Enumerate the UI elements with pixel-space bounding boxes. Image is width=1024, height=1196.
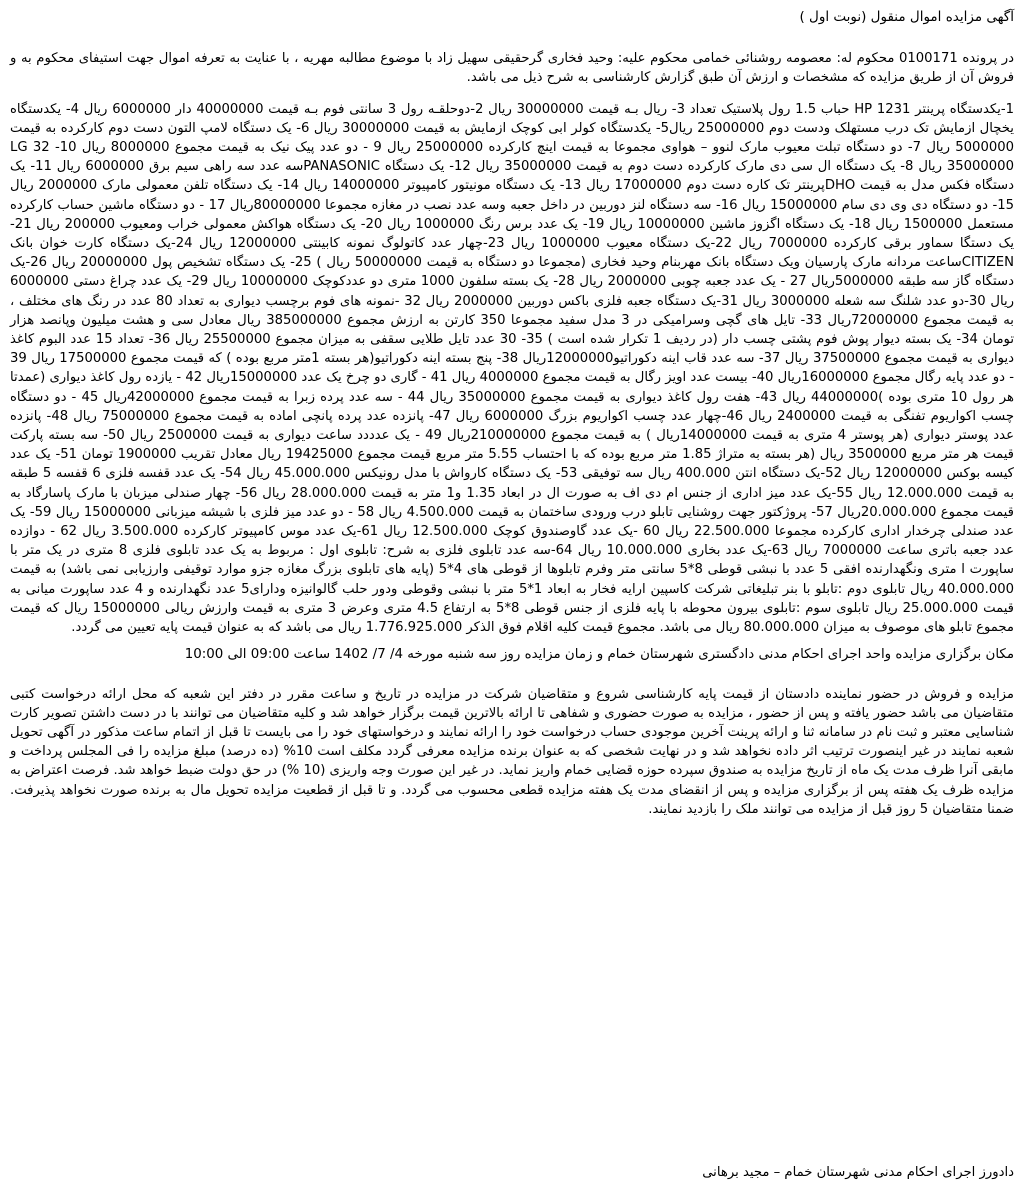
case-intro-paragraph: در پرونده 0100171 محکوم له: معصومه روشنائی خمامی محکوم علیه: وحید فخاری گرحقیقی سهیل زاد با موضوع مطالبه مهریه ، با عنایت به تعرفه اموال جهت استیفای محکوم به و فروش آن از طریق مزایده که مشخصات و ارزش آن طبق گزارش کارشناسی به شرح ذیل می باشد.	[10, 51, 1014, 86]
items-list-paragraph: 1-یکدستگاه پرینتر HP 1231 حباب 1.5 رول پلاستیک تعداد 3- ریال بـه قیمت 30000000 ریال 2-دوحلقـه رول 3 سانتی فوم بـه قیمت 40000000 دار 6000000 ریال 4- یکدستگاه یخچال ازمایش تک درب مستهلک ودست دوم 25000000 ریال5- یکدستگاه کولر ابی کوچک ازمایش به قیمت 30000000 ریال 6- یک دستگاه لامپ التون دست دوم کارکرده به قیمت 5000000 ریال 7- دو دستگاه تبلت معیوب مارک لنوو – هواوی مجموعا به قیمت اینچ کارکرده 25000000 ریال 9 - دو عدد پیک نیک به قیمت مجموع 8000000 ریال 10- 32 LG 35000000 ریال 8- یک دستگاه ال سی دی مارک کارکرده دست دوم به قیمت 35000000 ریال 12- یک دستگاه PANASONICسه عدد سه راهی سیم برق 6000000 ریال 11- یک دستگاه فکس مدل به قیمت DHOپرینتر تک کاره دست دوم 17000000 ریال 13- یک دستگاه مونیتور کامپیوتر 14000000 ریال 14- یک دستگاه تلفن معمولی مارک 2000000 ریال 15- دو دستگاه دی وی دی سام 15000000 ریال 16- سه دستگاه لنز دوربین در داخل جعبه وسه عدد نصب در مغازه مجموعا 80000000ریال 17 - دو دستگاه ماشین حساب کارکرده مستعمل 1500000 ریال 18- یک دستگاه اگزوز ماشین 10000000 ریال 19- یک عدد برس رنگ 1000000 ریال 20- یک دستگاه هواکش معمولی خراب ومعیوب 200000 ریال 21- یک دستگا سماور برقی کارکرده 7000000 ریال 22-یک دستگاه معیوب 1000000 ریال 23-چهار عدد کاتولوگ نمونه کابینتی 12000000 ریال 24-یک دستگاه کارت خوان بانک CITIZENساعت مردانه مارک پارسیان ویک دستگاه بانک مهربنام وحید فخاری (مجموعا دو دستگاه به قیمت 50000000 ریال ) 25- یک دستگاه تشخیص پول 20000000 ریال 26-یک دستگاه گاز سه طبقه 5000000ریال 27 - یک عدد جعبه چوبی 2000000 ریال 28- یک بسته سلفون 1000 متری دو عددکوچک 10000000 ریال 29- یک عدد چراغ دستی 6000000 ریال 30-دو عدد شلنگ سه شعله 3000000 ریال 31-یک دستگاه جعبه فلزی باکس دوربین 2000000 ریال 32 -نمونه های فوم برچسب دیواری به تعداد 80 عدد در رنگ های مختلف ، به قیمت مجموع 72000000ریال 33- تایل های گچی وسرامیکی در 3 مدل سفید مجموعا 350 کارتن به ارزش مجموع 385000000 ریال معادل سی و هشت میلیون وپانصد هزار تومان 34- یک بسته دیوار پوش فوم پشتی چسب دار (در ردیف 1 تکرار شده است ) 35- 30 عدد تایل طلایی سقفی به میزان مجموع 25500000 ریال 36- تعداد 15 عدد البوم کاغذ دیواری به قیمت مجموع 37500000 ریال 37- سه عدد قاب اینه دکوراتیو12000000ریال 38- پنج بسته اینه دکوراتیو(هر بسته 1متر مربع بوده ) که قیمت مجموع 17500000 ریال 39 - دو عدد پایه رگال مجموع 16000000ریال 40- بیست عدد اویز رگال به قیمت مجموع 4000000 ریال 41 - گاری دو چرخ یک عدد 15000000ریال 42 - یازده رول کاغذ دیواری (عمدتا هر رول 10 متری بوده )44000000 ریال 43- هفت رول کاغذ دیواری به قیمت مجموع 35000000 ریال 44 - سه عدد پرده زبرا به قیمت مجموع 42000000ریال 45 - دو دستگاه چسب اکواریوم تفنگی به قیمت 2400000 ریال 46-چهار عدد چسب اکواریوم بزرگ 6000000 ریال 47- پانزده عدد پرده پانچی اماده به قیمت مجموع 75000000 ریال 48- پانزده عدد پوستر دیواری (هر پوستر 4 متری به قیمت 14000000ریال ) به قیمت مجموع 210000000ریال 49 - یک عدددد ساعت دیواری به قیمت 2500000 ریال 50- سه بسته پارکت قیمت هر متر مربع 3500000 ریال (هر بسته به متراژ 1.85 متر مربع بوده که با احتساب 5.55 متر مربع قیمت مجموع 19425000 ریال معادل تقریب 1900000 تومان 51- یک عدد کیسه بوکس 12000000 ریال 52-یک دستگاه انتن 400.000 ریال سه توفیقی 53- یک دستگاه کارواش با مدل رونیکس 45.000.000 ریال 54- یک عدد قفسه فلزی 6 قفسه 5 طبقه به قیمت 12.000.000 ریال 55-یک عدد میز اداری از جنس ام دی اف به صورت ال در ابعاد 1.35 و1 متر به قیمت 28.000.000 ریال 56- چهار صندلی میزبان با مارک پاسارگاد به قیمت مجموع 20.000.000ریال 57- پروژکتور جهت روشنایی تابلو درب ورودی ساختمان به قیمت 4.500.000 ریال 58 - دو عدد میز فلزی با شیشه میزبانی 15000000 ریال 59- یک عدد صندلی چرخدار اداری کارکرده مجموعا 22.500.000 ریال 60 -یک عدد گاوصندوق کوچک 12.500.000 ریال 61-یک عدد موس کامپیوتر کارکرده 3.500.000 ریال 62 - دوازده عدد جعبه باتری ساعت 7000000 ریال 63-یک عدد بخاری 10.000.000 ریال 64-سه عدد تابلوی فلزی به شرح: تابلوی اول : مربوط به یک عدد تابلوی فلزی 8 متری در یک متر با ساپورت ا متری ونگهدارنده افقی 5 عدد با نبشی قوطی 8*5 سانتی متر وفرم تابلوها از قوطی های 4*5 (پایه های تابلوی بزرگ مغازه جزو موارد توقیفی وارزیابی نمی باشد) به قیمت 40.000.000 ریال تابلوی دوم :تابلو با بنر تبلیغاتی شرکت کاسپین ارایه فخار به ابعاد 1*5 متر با نبشی وقوطی ودور حلب گالوانیزه ودارای5 عدد نگهدارنده و 4 عدد ساپورت میانی به قیمت 25.000.000 ریال تابلوی سوم :تابلوی بیرون محوطه با پایه فلزی از جنس قوطی 8*5 به ارتفاع 4.5 متری وعرض 3 متری به قیمت وارزش ریالی 15000000 ریال که قیمت مجموع تابلو های موصوف به میزان 80.000.000 ریال می باشد. مجموع قیمت کلیه اقلام فوق الذکر 1.776.925.000 ریال می باشد که به عنوان قیمت پایه تعیین می گردد.	[10, 101, 1015, 636]
terms-paragraph: مزایده و فروش در حضور نماینده دادستان از قیمت پایه کارشناسی شروع و متقاضیان شرکت در مزایده در تاریخ و ساعت مقرر در دفتر این شعبه که محل ارائه درخواست کتبی متقاضیان می باشد حضور یافته و پس از حضور ، مزایده به صورت حضوری و شفاهی تا ارائه بالاترین قیمت برگزار خواهد شد و کلیه متقاضیان می توانند با در دست داشتن تصویر کارت شناسایی معتبر و ثبت نام در سامانه ثنا و ارائه پرینت آخرین موجودی حساب درخواست خود را ارائه نمایند و درخواستهای خود را می بایست تا قبل از اتمام ساعت مذکور در آگهی تحویل شعبه نمایند در غیر اینصورت ترتیب اثر داده نخواهد شد و در نهایت شخصی که به عنوان برنده مزایده معرفی گردد مکلف است 10% (ده درصد) مبلغ مزایده را فی المجلس پرداخت و مابقی آنرا ظرف مدت یک ماه از تاریخ مزایده به صندوق سپرده حوزه قضایی خمام واریز نماید. در غیر این صورت وجه واریزی (10 %) در حق دولت ضبط خواهد شد. فرصت اعتراض به مزایده ظرف یک هفته پس از برگزاری مزایده و پس از انقضای مدت یک هفته مزایده قطعی محسوب می گردد. و تا قبل از قطعیت مزایده تحویل مال به برنده صورت نخواهد پذیرفت. ضمنا متقاضیان 5 روز قبل از مزایده می توانند ملک را بازدید نمایند.	[10, 686, 1015, 817]
notice-title: آگهی مزایده اموال منقول (نوبت اول )	[799, 9, 1014, 25]
signature-line: دادورز اجرای احکام مدنی شهرستان خمام – مجید برهانی	[702, 1164, 1014, 1180]
venue-time-paragraph: مکان برگزاری مزایده واحد اجرای احکام مدنی دادگستری شهرستان خمام و زمان مزایده روز سه شنبه مورخه 4/ 7/ 1402 ساعت 09:00 الی 10:00	[184, 647, 1014, 663]
